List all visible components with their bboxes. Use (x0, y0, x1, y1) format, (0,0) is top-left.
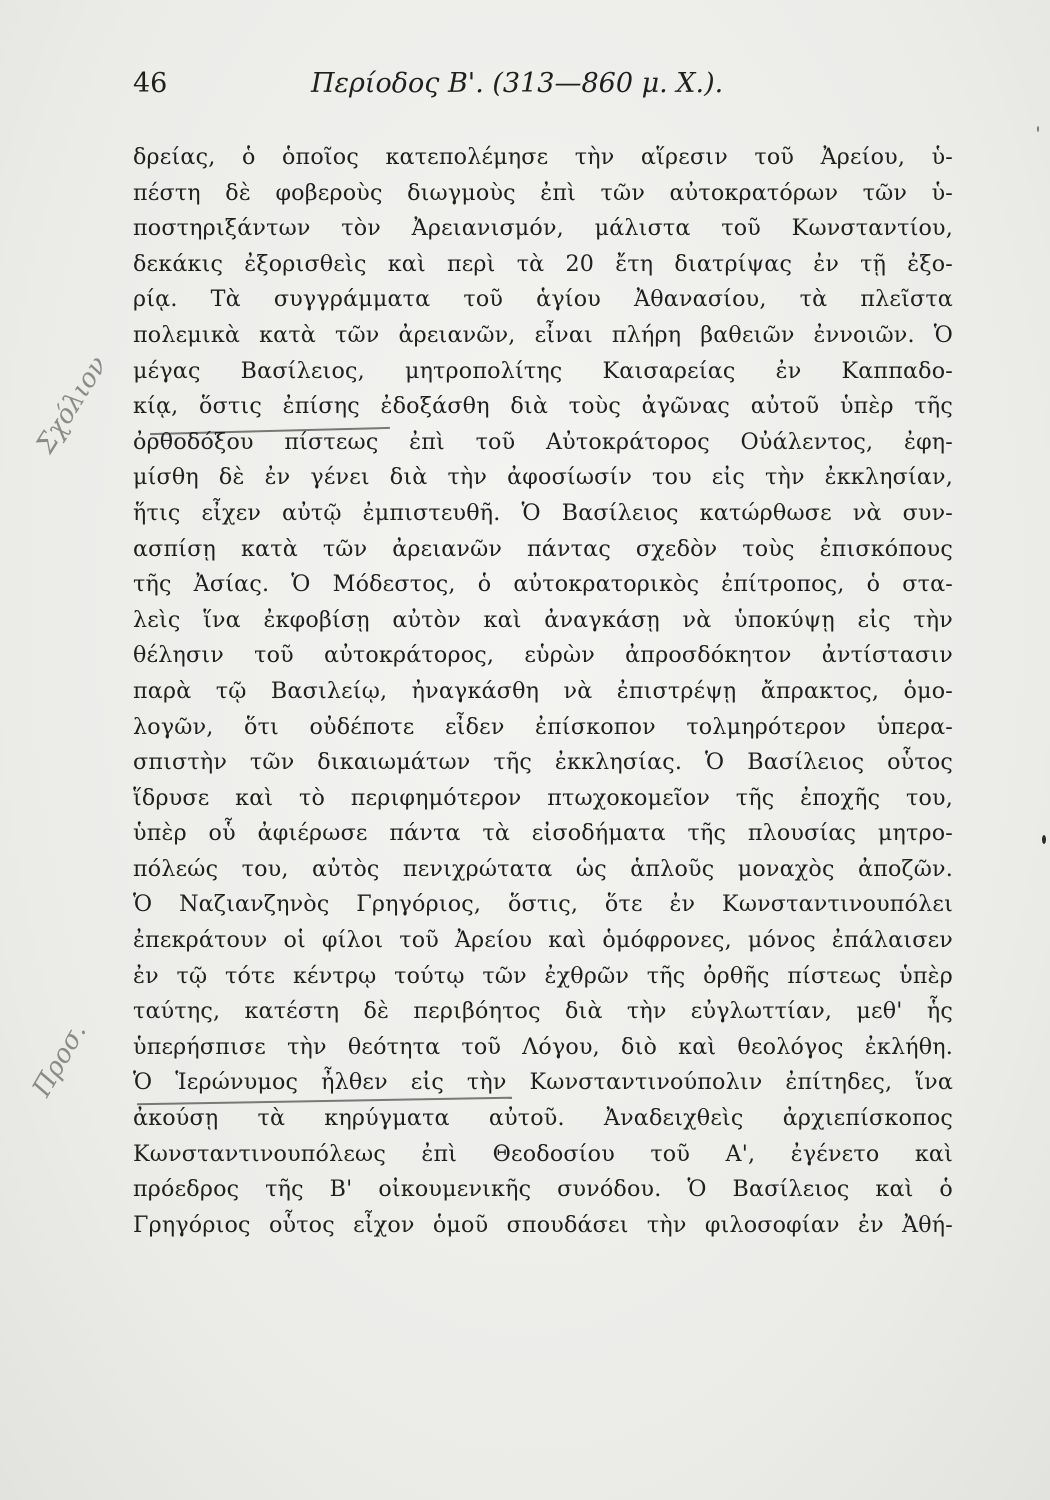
text-line: πολεμικὰ κατὰ τῶν ἀρειανῶν, εἶναι πλήρη βαθειῶν ἐννοιῶν. Ὁ (133, 321, 953, 348)
handwritten-margin-note: Σχόλιον (30, 351, 114, 459)
text-line: λεὶς ἵνα ἐκφοβίσῃ αὐτὸν καὶ ἀναγκάσῃ νὰ ὑποκύψῃ εἰς τὴν (133, 606, 953, 633)
text-line: πρόεδρος τῆς Β' οἰκουμενικῆς συνόδου. Ὁ Βασίλειος καὶ ὁ (133, 1176, 953, 1203)
text-line: ασπίσῃ κατὰ τῶν ἀρειανῶν πάντας σχεδὸν τοὺς ἐπισκόπους (133, 535, 953, 562)
text-line: ἥτις εἶχεν αὐτῷ ἐμπιστευθῆ. Ὁ Βασίλειος κατώρθωσε νὰ συν- (133, 499, 953, 526)
text-line: Ὁ Ναζιανζηνὸς Γρηγόριος, ὅστις, ὅτε ἐν Κωνσταντινουπόλει (133, 891, 953, 918)
text-line: θέλησιν τοῦ αὐτοκράτορος, εὑρὼν ἀπροσδόκητον ἀντίστασιν (133, 642, 953, 669)
text-line: σπιστὴν τῶν δικαιωμάτων τῆς ἐκκλησίας. Ὁ Βασίλειος οὗτος (133, 749, 953, 776)
text-line: πόλεώς του, αὐτὸς πενιχρώτατα ὡς ἁπλοῦς μοναχὸς ἀποζῶν. (133, 855, 953, 882)
text-line: Κωνσταντινουπόλεως ἐπὶ Θεοδοσίου τοῦ Α', ἐγένετο καὶ (133, 1140, 953, 1167)
text-line: Γρηγόριος οὗτος εἶχον ὁμοῦ σπουδάσει τὴν φιλοσοφίαν ἐν Ἀθή- (133, 1211, 953, 1238)
page-header (133, 68, 953, 112)
text-line: ἀκούσῃ τὰ κηρύγματα αὐτοῦ. Ἀναδειχθεὶς ἀρχιεπίσκοπος (133, 1105, 953, 1132)
text-line: πέστη δὲ φοβεροὺς διωγμοὺς ἐπὶ τῶν αὐτοκρατόρων τῶν ὑ- (133, 179, 953, 206)
text-line: ὑπὲρ οὗ ἀφιέρωσε πάντα τὰ εἰσοδήματα τῆς πλουσίας μητρο- (133, 820, 953, 847)
running-head: Περίοδος Β'. (313—860 μ. Χ.). (311, 68, 724, 99)
page-number: 46 (133, 68, 168, 99)
text-line: ἵδρυσε καὶ τὸ περιφημότερον πτωχοκομεῖον τῆς ἐποχῆς του, (133, 784, 953, 811)
text-line: Ὁ Ἱερώνυμος ἦλθεν εἰς τὴν Κωνσταντινούπολιν ἐπίτηδες, ἵνα (133, 1069, 953, 1096)
handwritten-margin-note: Προσ. (26, 1018, 93, 1102)
text-line: ρίᾳ. Τὰ συγγράμματα τοῦ ἁγίου Ἀθανασίου, τὰ πλεῖστα (133, 286, 953, 313)
text-line: ὀρθοδόξου πίστεως ἐπὶ τοῦ Αὐτοκράτορος Οὐάλεντος, ἐφη- (133, 428, 953, 455)
body-paragraph (133, 140, 953, 1243)
text-line: κίᾳ, ὅστις ἐπίσης ἐδοξάσθη διὰ τοὺς ἀγῶνας αὐτοῦ ὑπὲρ τῆς (133, 393, 953, 420)
text-line: μέγας Βασίλειος, μητροπολίτης Καισαρείας ἐν Καππαδο- (133, 357, 953, 384)
text-line: τῆς Ἀσίας. Ὁ Μόδεστος, ὁ αὐτοκρατορικὸς ἐπίτροπος, ὁ στα- (133, 571, 953, 598)
text-line: δρείας, ὁ ὁποῖος κατεπολέμησε τὴν αἵρεσιν τοῦ Ἀρείου, ὑ- (133, 144, 953, 170)
text-line: ὑπερήσπισε τὴν θεότητα τοῦ Λόγου, διὸ καὶ θεολόγος ἐκλήθη. (133, 1033, 953, 1060)
ink-speck (1042, 835, 1046, 844)
text-line: παρὰ τῷ Βασιλείῳ, ἠναγκάσθη νὰ ἐπιστρέψῃ ἄπρακτος, ὁμο- (133, 677, 953, 704)
ink-speck (1037, 126, 1039, 132)
text-line: λογῶν, ὅτι οὐδέποτε εἶδεν ἐπίσκοπον τολμηρότερον ὑπερα- (133, 713, 953, 740)
text-line: ἐπεκράτουν οἱ φίλοι τοῦ Ἀρείου καὶ ὁμόφρονες, μόνος ἐπάλαισεν (133, 927, 953, 954)
text-line: ποστηριξάντων τὸν Ἀρειανισμόν, μάλιστα τοῦ Κωνσταντίου, (133, 215, 953, 242)
text-line: μίσθη δὲ ἐν γένει διὰ τὴν ἀφοσίωσίν του εἰς τὴν ἐκκλησίαν, (133, 464, 953, 491)
text-line: δεκάκις ἐξορισθεὶς καὶ περὶ τὰ 20 ἔτη διατρίψας ἐν τῇ ἐξο- (133, 250, 953, 277)
text-line: ἐν τῷ τότε κέντρῳ τούτῳ τῶν ἐχθρῶν τῆς ὀρθῆς πίστεως ὑπὲρ (133, 962, 953, 989)
text-line: ταύτης, κατέστη δὲ περιβόητος διὰ τὴν εὐγλωττίαν, μεθ' ἧς (133, 998, 953, 1025)
